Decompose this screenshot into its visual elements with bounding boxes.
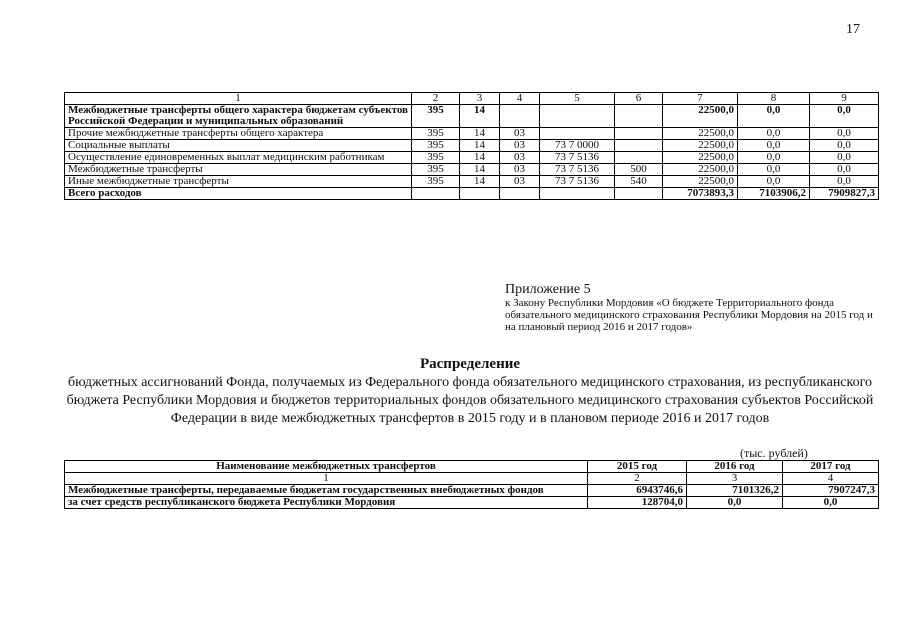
cell [500, 188, 540, 200]
cell: 7101326,2 [687, 485, 783, 497]
cell: 0,0 [687, 497, 783, 509]
table-row [65, 497, 879, 509]
cell: 14 [460, 152, 500, 164]
cell: 7103906,2 [738, 188, 810, 200]
row-name: Социальные выплаты [65, 140, 412, 152]
cell: 7909827,3 [810, 188, 879, 200]
row-name: Прочие межбюджетные трансферты общего характера [65, 128, 412, 140]
table-header-row [65, 461, 879, 473]
cell: 395 [412, 152, 460, 164]
row-name: Всего расходов [65, 188, 412, 200]
cell: 0,0 [738, 105, 810, 128]
column-header: 2015 год [588, 461, 687, 473]
table-row [65, 128, 879, 140]
row-name: Межбюджетные трансферты [65, 164, 412, 176]
units-label: (тыс. рублей) [740, 446, 808, 460]
column-number-row [65, 473, 879, 485]
cell: 73 7 5136 [540, 152, 615, 164]
table-row [65, 105, 879, 128]
cell: 14 [460, 176, 500, 188]
cell [412, 188, 460, 200]
cell: 0,0 [810, 128, 879, 140]
table-row [65, 140, 879, 152]
col-number: 7 [663, 93, 738, 105]
col-number: 6 [615, 93, 663, 105]
cell: 7073893,3 [663, 188, 738, 200]
cell: 22500,0 [663, 105, 738, 128]
cell: 0,0 [738, 164, 810, 176]
table-row [65, 176, 879, 188]
cell [540, 188, 615, 200]
cell [615, 140, 663, 152]
cell: 73 7 5136 [540, 164, 615, 176]
cell: 14 [460, 128, 500, 140]
cell: 0,0 [738, 176, 810, 188]
cell [615, 152, 663, 164]
cell: 03 [500, 152, 540, 164]
cell: 0,0 [810, 105, 879, 128]
table-row [65, 485, 879, 497]
cell: 03 [500, 128, 540, 140]
col-number: 4 [500, 93, 540, 105]
col-number: 1 [65, 473, 588, 485]
table-row [65, 152, 879, 164]
cell: 0,0 [738, 152, 810, 164]
expenditure-table [64, 92, 879, 200]
cell [615, 128, 663, 140]
row-name: Межбюджетные трансферты, передаваемые бюджетам государственных внебюджетных фондов [65, 485, 588, 497]
table-row [65, 164, 879, 176]
column-header: 2017 год [783, 461, 879, 473]
cell: 0,0 [810, 152, 879, 164]
cell: 14 [460, 164, 500, 176]
cell: 03 [500, 176, 540, 188]
col-number: 5 [540, 93, 615, 105]
appendix-title: Приложение 5 [505, 282, 591, 297]
cell: 22500,0 [663, 152, 738, 164]
col-number: 8 [738, 93, 810, 105]
cell: 395 [412, 128, 460, 140]
cell: 03 [500, 140, 540, 152]
cell: 22500,0 [663, 140, 738, 152]
cell [500, 105, 540, 128]
col-number: 3 [687, 473, 783, 485]
cell: 0,0 [783, 497, 879, 509]
cell: 7907247,3 [783, 485, 879, 497]
row-name: Межбюджетные трансферты общего характера бюджетам субъектов Российской Федерации и муниципальных образований [65, 105, 412, 128]
cell: 73 7 5136 [540, 176, 615, 188]
cell: 395 [412, 164, 460, 176]
cell: 0,0 [810, 164, 879, 176]
cell [615, 105, 663, 128]
total-row [65, 188, 879, 200]
cell: 395 [412, 176, 460, 188]
col-number: 4 [783, 473, 879, 485]
row-name: Иные межбюджетные трансферты [65, 176, 412, 188]
cell: 22500,0 [663, 128, 738, 140]
column-header: Наименование межбюджетных трансфертов [65, 461, 588, 473]
cell: 6943746,6 [588, 485, 687, 497]
cell: 22500,0 [663, 176, 738, 188]
appendix-subtitle: к Закону Республики Мордовия «О бюджете Территориального фонда обязательного медицинского страхования Республики Мордовия на 2015 год и на плановый период 2016 и 2017 годов» [505, 297, 873, 333]
col-number: 9 [810, 93, 879, 105]
distribution-title: Распределение [419, 356, 521, 372]
cell: 0,0 [810, 140, 879, 152]
cell: 22500,0 [663, 164, 738, 176]
distribution-description: бюджетных ассигнований Фонда, получаемых из Федерального фонда обязательного медицинского страхования, из республиканского бюджета Республики Мордовия и бюджетов территориальных фондов обязательного медицинского страхования субъектов Российской Федерации в виде межбюджетных трансфертов в 2015 году и в плановом периоде 2016 и 2017 годов [66, 375, 874, 426]
col-number: 1 [65, 93, 412, 105]
cell [460, 188, 500, 200]
cell: 500 [615, 164, 663, 176]
cell: 0,0 [810, 176, 879, 188]
cell: 395 [412, 105, 460, 128]
cell: 540 [615, 176, 663, 188]
page-number: 17 [846, 22, 860, 37]
cell [615, 188, 663, 200]
cell: 0,0 [738, 128, 810, 140]
cell [540, 105, 615, 128]
cell: 0,0 [738, 140, 810, 152]
col-number: 2 [412, 93, 460, 105]
row-name: за счет средств республиканского бюджета Республики Мордовия [65, 497, 588, 509]
col-number: 2 [588, 473, 687, 485]
column-header: 2016 год [687, 461, 783, 473]
cell: 128704,0 [588, 497, 687, 509]
cell: 14 [460, 105, 500, 128]
transfers-table [64, 460, 879, 509]
cell [540, 128, 615, 140]
cell: 03 [500, 164, 540, 176]
row-name: Осуществление единовременных выплат медицинским работникам [65, 152, 412, 164]
col-number: 3 [460, 93, 500, 105]
cell: 14 [460, 140, 500, 152]
table-header-row [65, 93, 879, 105]
cell: 73 7 0000 [540, 140, 615, 152]
cell: 395 [412, 140, 460, 152]
